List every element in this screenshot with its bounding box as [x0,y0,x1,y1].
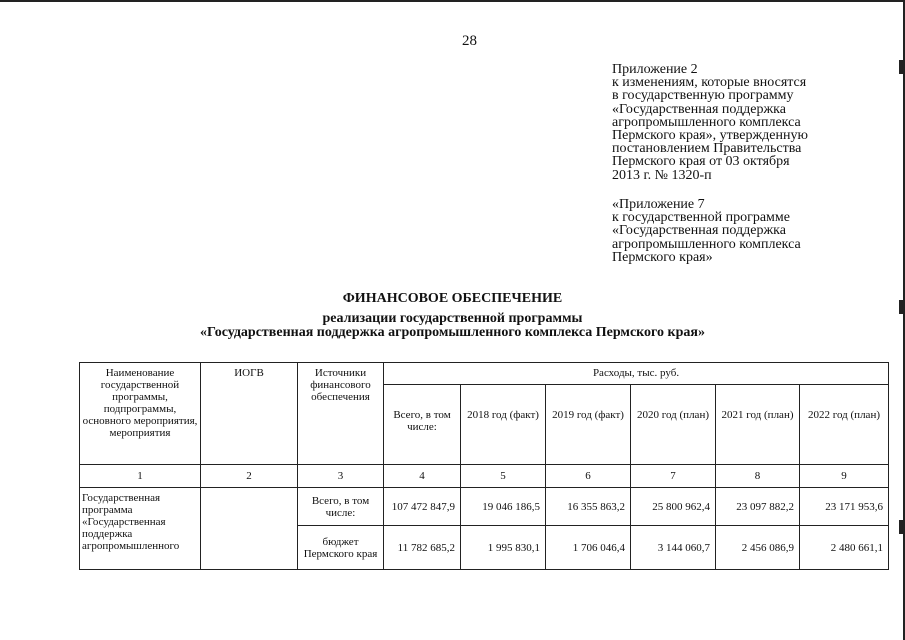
column-number: 6 [546,465,631,488]
appendix-line: 2013 г. № 1320-п [612,167,712,183]
column-number: 7 [631,465,716,488]
value-cell-2019: 16 355 863,2 [546,488,631,526]
column-number: 8 [716,465,800,488]
column-number-row [80,465,889,488]
value-cell-2022: 2 480 661,1 [800,526,889,570]
column-number: 9 [800,465,889,488]
column-number: 3 [298,465,384,488]
appendix-line: агропромышленного комплекса [612,236,801,252]
column-header-iogv: ИОГВ [201,363,298,465]
column-number: 5 [461,465,546,488]
column-header-2019: 2019 год (факт) [546,385,631,465]
source-cell: бюджет Пермского края [298,526,384,570]
column-header-2021: 2021 год (план) [716,385,800,465]
value-cell-2020: 3 144 060,7 [631,526,716,570]
column-header-2022: 2022 год (план) [800,385,889,465]
appendix-line: Приложение 2 [612,62,698,77]
value-cell-2022: 23 171 953,6 [800,488,889,526]
table-row [80,488,889,526]
program-name-cell: Государственная программа «Государственная поддержка агропромышленного [80,488,201,570]
appendix-line: Пермского края», утвержденную [612,128,808,144]
page-number: 28 [462,33,477,49]
program-title: «Государственная поддержка агропромышленного комплекса Пермского края» [200,325,705,340]
appendix-line: Пермского края от 03 октября [612,154,790,170]
page-top-border [0,0,905,2]
appendix-amendment [612,63,808,182]
document-subtitle: реализации государственной программы [322,311,583,326]
appendix-line: «Приложение 7 [612,197,705,212]
value-cell-2021: 23 097 882,2 [716,488,800,526]
iogv-cell [201,488,298,570]
appendix-line: Пермского края» [612,249,713,265]
column-header-sources: Источники финансового обеспечения [298,363,384,465]
value-cell-2020: 25 800 962,4 [631,488,716,526]
value-cell-2021: 2 456 086,9 [716,526,800,570]
document-title: ФИНАНСОВОЕ ОБЕСПЕЧЕНИЕ [342,291,563,306]
column-header-2018: 2018 год (факт) [461,385,546,465]
header-row [80,363,889,385]
appendix-line: к государственной программе [612,210,790,226]
appendix-line: в государственную программу [612,88,794,104]
appendix-line: «Государственная поддержка [612,223,786,239]
column-header-expenses: Расходы, тыс. руб. [384,363,889,385]
appendix-line: агропромышленного комплекса [612,114,801,130]
value-cell-2018: 19 046 186,5 [461,488,546,526]
value-cell-total: 107 472 847,9 [384,488,461,526]
appendix-program [612,198,801,264]
source-cell: Всего, в том числе: [298,488,384,526]
appendix-line: к изменениям, которые вносятся [612,75,807,91]
column-header-total: Всего, в том числе: [384,385,461,465]
scan-mark [899,520,905,534]
column-header-2020: 2020 год (план) [631,385,716,465]
column-number: 4 [384,465,461,488]
column-header-name: Наименование государственной программы, подпрограммы, основного мероприятия, мероприятия [80,363,201,465]
appendix-line: «Государственная поддержка [612,101,786,117]
financing-table [79,362,889,570]
column-number: 1 [80,465,201,488]
column-number: 2 [201,465,298,488]
value-cell-2019: 1 706 046,4 [546,526,631,570]
appendix-line: постановлением Правительства [612,141,802,157]
value-cell-total: 11 782 685,2 [384,526,461,570]
scan-mark [899,60,905,74]
value-cell-2018: 1 995 830,1 [461,526,546,570]
